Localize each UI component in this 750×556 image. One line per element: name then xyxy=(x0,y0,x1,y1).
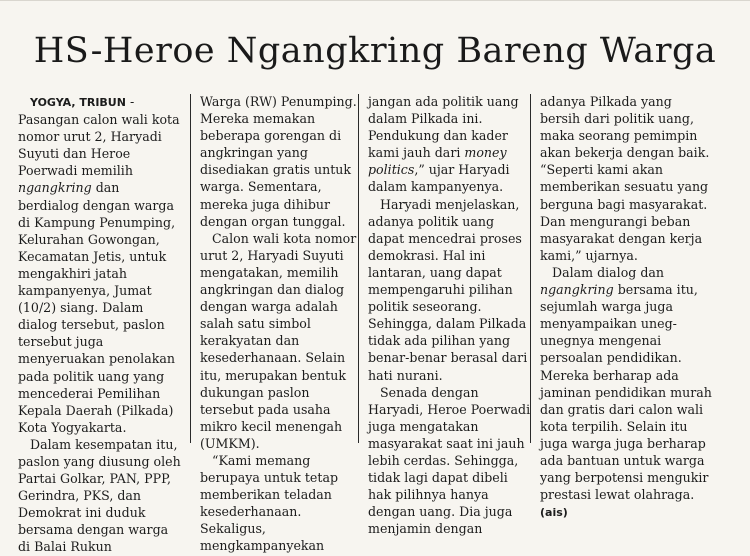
paragraph: “Kami memang berupaya untuk tetap memberikan teladan kesederhanaan. Sekaligus, mengkampanyekan xyxy=(200,452,339,554)
author-signature: (ais) xyxy=(540,506,568,520)
article-column-3 xyxy=(368,93,534,537)
article-body xyxy=(18,93,736,555)
paragraph: Warga (RW) Penumping. Mereka memakan beberapa gorengan di angkringan yang disediakan gratis untuk warga. Sementara, mereka juga dihibur dengan organ tunggal. xyxy=(200,94,357,229)
article-column-1 xyxy=(18,93,182,555)
paragraph: jangan ada politik uang dalam Pilkada ini. Pendukung dan kader kami jauh dari money politics,” ujar Haryadi dalam kampanyenya. xyxy=(368,94,519,195)
paragraph: Haryadi menjelaskan, adanya politik uang dapat mencedrai proses demokrasi. Hal ini lantaran, uang dapat mempengaruhi pilihan politik seseorang. Sehingga, dalam Pilkada tidak ada pilihan yang benar-benar berasal dari hati nurani. xyxy=(368,196,528,383)
paragraph: Senada dengan Haryadi, Heroe Poerwadi juga mengatakan masyarakat saat ini jauh lebih cerdas. Sehingga, tidak lagi dapat dibeli hak pilihnya hanya dengan uang. Dia juga menjamin dengan xyxy=(368,384,531,537)
headline: HS-Heroe Ngangkring Bareng Warga xyxy=(33,31,717,71)
paragraph: Dalam kesempatan itu, paslon yang diusung oleh Partai Golkar, PAN, PPP, Gerindra, PKS, dan Demokrat ini duduk bersama dengan warga di Balai Rukun xyxy=(18,436,181,555)
paragraph: Calon wali kota nomor urut 2, Haryadi Suyuti mengatakan, memilih angkringan dan dialog dengan warga adalah salah satu simbol kerakyatan dan kesederhanaan. Selain itu, merupakan bentuk dukungan paslon tersebut pada usaha mikro kecil menengah (UMKM). xyxy=(200,230,357,451)
article-column-4 xyxy=(540,93,714,520)
dateline: YOGYA, TRIBUN xyxy=(30,96,126,109)
paragraph: Dalam dialog dan ngangkring bersama itu, sejumlah warga juga menyampaikan uneg-unegnya mengenai persoalan pendidikan. Mereka berharap ada jaminan pendidikan murah dan gratis dari calon wali kota terpilih. Selain itu juga warga juga berharap ada bantuan untuk warga yang berpotensi mengukir prestasi lewat olahraga. (ais) xyxy=(540,264,712,520)
article-column-2 xyxy=(200,93,362,554)
paragraph: adanya Pilkada yang bersih dari politik uang, maka seorang pemimpin akan bekerja dengan baik. “Seperti kami akan memberikan sesuatu yang berguna bagi masyarakat. Dan mengurangi beban masyarakat dengan kerja kami,” ujarnya. xyxy=(540,94,710,263)
paragraph: YOGYA, TRIBUN - Pasangan calon wali kota nomor urut 2, Haryadi Suyuti dan Heroe Poerwadi memilih ngangkring dan berdialog dengan warga di Kampung Penumping, Kelurahan Gowongan, Kecamatan Jetis, untuk mengakhiri jatah kampanyenya, Jumat (10/2) siang. Dalam dialog tersebut, paslon tersebut juga menyeruakan penolakan pada politik uang yang mencederai Pemilihan Kepala Daerah (Pilkada) Kota Yogyakarta. xyxy=(18,94,180,435)
